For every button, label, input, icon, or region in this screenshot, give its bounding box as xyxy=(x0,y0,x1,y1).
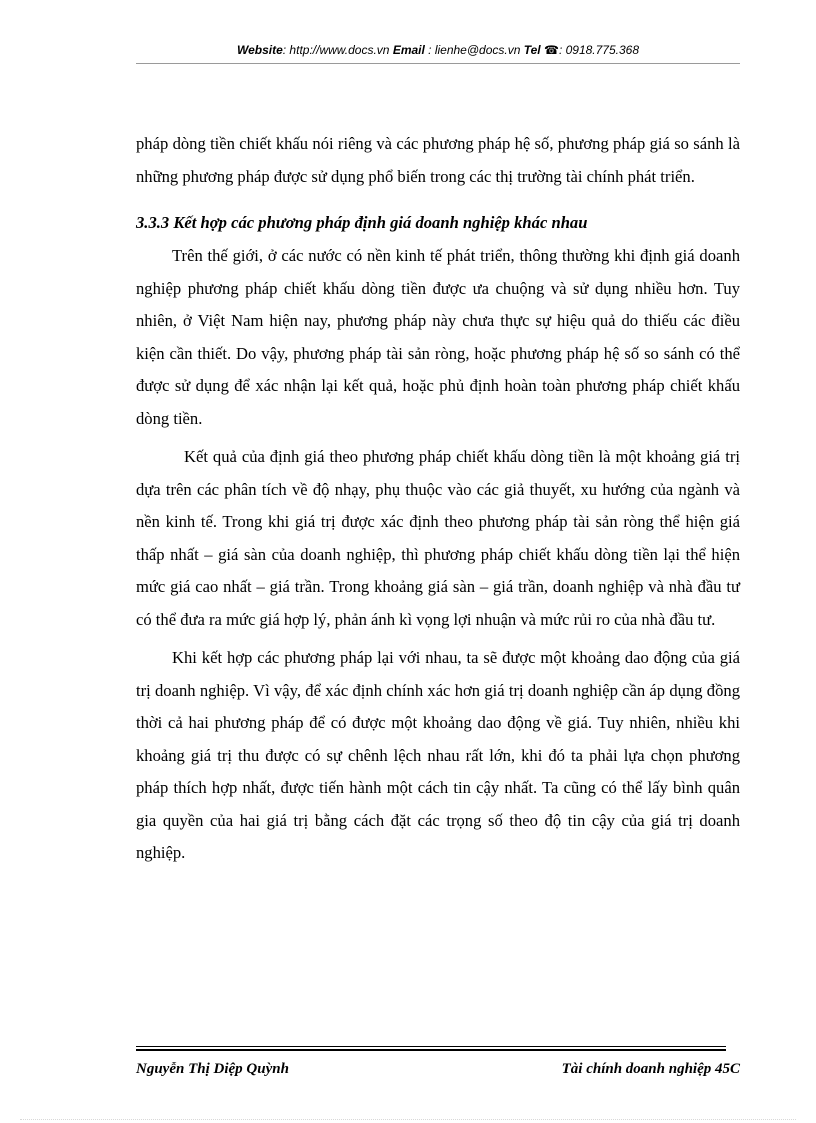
website-label: Website xyxy=(236,43,283,57)
email-label: Email xyxy=(392,43,425,57)
section-heading: 3.3.3 Kết hợp các phương pháp định giá doanh nghiệp khác nhau xyxy=(136,213,588,232)
paragraph-2: Trên thế giới, ở các nước có nền kinh tế phát triển, thông thường khi định giá doanh nghiệp phương pháp chiết khấu dòng tiền được ưa chuộng và sử dụng nhiều hơn. Tuy nhiên, ở Việt Nam hiện nay, phương pháp này chưa thực sự hiệu quả do thiếu các điều kiện cần thiết. Do vậy, phương pháp tài sản ròng, hoặc phương pháp hệ số so sánh có thể được sử dụng để xác nhận lại kết quả, hoặc phủ định hoàn toàn phương pháp chiết khấu dòng tiền. xyxy=(136,246,740,428)
paragraph-3: Kết quả của định giá theo phương pháp chiết khấu dòng tiền là một khoảng giá trị dựa trên các phân tích về độ nhạy, phụ thuộc vào các giả thuyết, xu hướng của ngành và nền kinh tế. Trong khi giá trị được xác định theo phương pháp tài sản ròng thể hiện giá thấp nhất – giá sàn của doanh nghiệp, thì phương pháp chiết khấu dòng tiền lại thể hiện mức giá cao nhất – giá trần. Trong khoảng giá sàn – giá trần, doanh nghiệp và nhà đầu tư có thể đưa ra mức giá hợp lý, phản ánh kì vọng lợi nhuận và mức rủi ro của nhà đầu tư. xyxy=(136,447,740,629)
footer-divider-thick xyxy=(136,1049,726,1051)
paragraph-4: Khi kết hợp các phương pháp lại với nhau, ta sẽ được một khoảng dao động của giá trị doanh nghiệp. Vì vậy, để xác định chính xác hơn giá trị doanh nghiệp cần áp dụng đồng thời cả hai phương pháp để có được một khoảng dao động về giá. Tuy nhiên, nhiều khi khoảng giá trị thu được có sự chênh lệch nhau rất lớn, khi đó ta phải lựa chọn phương pháp thích hợp nhất, được tiến hành một cách tin cậy nhất. Ta cũng có thể lấy bình quân gia quyền của hai giá trị bằng cách đặt các trọng số theo độ tin cậy của giá trị doanh nghiệp. xyxy=(136,648,740,862)
document-body xyxy=(136,128,740,870)
footer-course: Tài chính doanh nghiệp 45C xyxy=(561,1061,740,1077)
email-value: : lienhe@docs.vn xyxy=(424,43,524,57)
tel-label: Tel xyxy=(523,43,541,57)
paragraph-1: pháp dòng tiền chiết khấu nói riêng và các phương pháp hệ số, phương pháp giá so sánh là những phương pháp được sử dụng phổ biến trong các thị trường tài chính phát triển. xyxy=(136,134,740,186)
page-bottom-border xyxy=(20,1119,796,1120)
footer-divider-thin xyxy=(136,1046,726,1047)
tel-value: : 0918.775.368 xyxy=(558,43,640,57)
page-header xyxy=(136,42,740,58)
phone-icon: ☎ xyxy=(543,43,559,57)
header-divider xyxy=(136,63,740,64)
footer-author: Nguyễn Thị Diệp Quỳnh xyxy=(136,1061,289,1077)
website-value: : http://www.docs.vn xyxy=(282,43,393,57)
